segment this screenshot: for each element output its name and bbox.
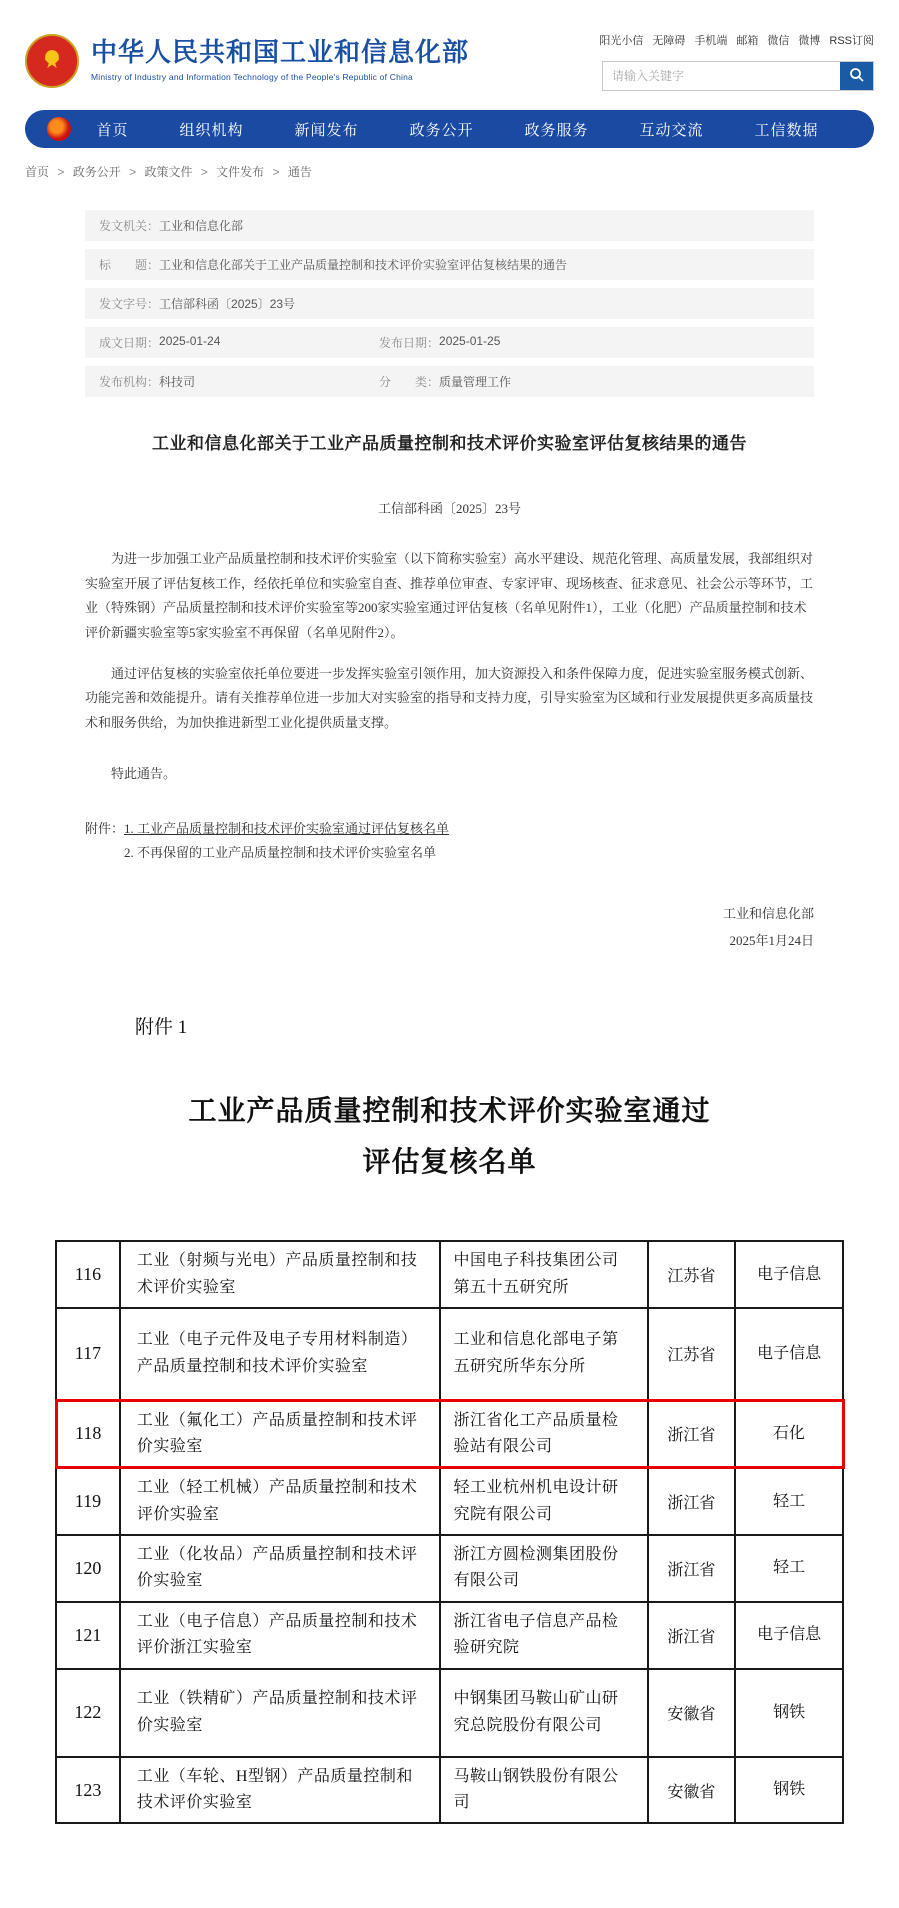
meta-value: 质量管理工作 bbox=[439, 375, 512, 389]
nav-item-gov-disclosure[interactable]: 政务公开 bbox=[409, 121, 474, 139]
meta-row-doc-number bbox=[85, 288, 814, 319]
table-row bbox=[56, 1669, 843, 1757]
doc-body bbox=[85, 547, 814, 954]
attachment-title-line2: 评估复核名单 bbox=[362, 1146, 537, 1178]
table-row bbox=[56, 1308, 843, 1400]
cell-organization: 浙江省化工产品质量检验站有限公司 bbox=[440, 1400, 647, 1468]
cell-lab-name: 工业（射频与光电）产品质量控制和技术评价实验室 bbox=[120, 1241, 441, 1308]
meta-row-title bbox=[85, 249, 814, 280]
cell-lab-name: 工业（轻工机械）产品质量控制和技术评价实验室 bbox=[120, 1468, 441, 1535]
signature-block bbox=[85, 900, 814, 955]
cell-lab-name: 工业（电子信息）产品质量控制和技术评价浙江实验室 bbox=[120, 1602, 441, 1669]
top-link-sunshine[interactable]: 阳光小信 bbox=[599, 35, 644, 47]
cell-organization: 工业和信息化部电子第五研究所华东分所 bbox=[440, 1308, 647, 1400]
cell-number: 122 bbox=[56, 1669, 120, 1757]
attachment-link-1[interactable]: 1. 工业产品质量控制和技术评价实验室通过评估复核名单 bbox=[124, 820, 450, 836]
bottom-spacer bbox=[0, 1824, 899, 1908]
breadcrumb-separator: > bbox=[272, 165, 280, 179]
cell-lab-name: 工业（化妆品）产品质量控制和技术评价实验室 bbox=[120, 1535, 441, 1602]
cell-province: 浙江省 bbox=[648, 1400, 736, 1468]
cell-province: 浙江省 bbox=[648, 1535, 736, 1602]
cell-number: 119 bbox=[56, 1468, 120, 1535]
meta-value: 2025-01-25 bbox=[439, 334, 501, 348]
meta-row-dates bbox=[85, 327, 814, 358]
meta-row-issuing-agency bbox=[85, 210, 814, 241]
table-row-highlighted bbox=[56, 1400, 843, 1468]
meta-label: 发布机构： bbox=[99, 375, 160, 389]
breadcrumb bbox=[25, 163, 874, 180]
cell-organization: 马鞍山钢铁股份有限公司 bbox=[440, 1757, 647, 1824]
search-icon bbox=[849, 67, 865, 86]
cell-number: 120 bbox=[56, 1535, 120, 1602]
meta-label: 发文字号： bbox=[99, 297, 160, 311]
cell-industry: 钢铁 bbox=[735, 1669, 843, 1757]
doc-number: 工信部科函〔2025〕23号 bbox=[377, 501, 521, 516]
cell-industry: 电子信息 bbox=[735, 1602, 843, 1669]
meta-value: 工信部科函〔2025〕23号 bbox=[159, 297, 296, 311]
cell-lab-name: 工业（车轮、H型钢）产品质量控制和技术评价实验室 bbox=[120, 1757, 441, 1824]
breadcrumb-separator: > bbox=[129, 165, 137, 179]
breadcrumb-home[interactable]: 首页 bbox=[25, 165, 50, 179]
meta-label: 发布日期： bbox=[379, 336, 440, 350]
cell-industry: 电子信息 bbox=[735, 1308, 843, 1400]
cell-industry: 轻工 bbox=[735, 1468, 843, 1535]
table-row bbox=[56, 1602, 843, 1669]
attachments-label: 附件： bbox=[85, 820, 125, 836]
cell-number: 117 bbox=[56, 1308, 120, 1400]
cell-province: 江苏省 bbox=[648, 1241, 736, 1308]
nav-item-gov-services[interactable]: 政务服务 bbox=[524, 121, 589, 139]
search-bar bbox=[602, 61, 874, 91]
document-meta bbox=[85, 210, 814, 397]
page-title: 工业和信息化部关于工业产品质量控制和技术评价实验室评估复核结果的通告 bbox=[152, 434, 747, 453]
nav-brand-icon bbox=[47, 117, 71, 141]
meta-row-agency-category bbox=[85, 366, 814, 397]
attachment-section bbox=[0, 1012, 899, 1824]
breadcrumb-gov-disclosure[interactable]: 政务公开 bbox=[72, 165, 121, 179]
cell-province: 安徽省 bbox=[648, 1669, 736, 1757]
cell-industry: 电子信息 bbox=[735, 1241, 843, 1308]
breadcrumb-separator: > bbox=[200, 165, 208, 179]
nav-item-interaction[interactable]: 互动交流 bbox=[639, 121, 704, 139]
nav-item-organization[interactable]: 组织机构 bbox=[179, 121, 244, 139]
cell-province: 浙江省 bbox=[648, 1468, 736, 1535]
attachment-title bbox=[80, 1087, 819, 1188]
cell-number: 118 bbox=[56, 1400, 120, 1468]
top-link-mobile[interactable]: 手机端 bbox=[694, 35, 728, 47]
cell-province: 江苏省 bbox=[648, 1308, 736, 1400]
meta-label: 成文日期： bbox=[99, 336, 160, 350]
cell-lab-name: 工业（铁精矿）产品质量控制和技术评价实验室 bbox=[120, 1669, 441, 1757]
cell-organization: 中钢集团马鞍山矿山研究总院股份有限公司 bbox=[440, 1669, 647, 1757]
cell-industry: 石化 bbox=[735, 1400, 843, 1468]
paragraph: 通过评估复核的实验室依托单位要进一步发挥实验室引领作用，加大资源投入和条件保障力度，促进实验室服务模式创新、功能完善和效能提升。请有关推荐单位进一步加大对实验室的指导和支持力度，引导实验室为区域和行业发展提供更多高质量技术和服务供给，为加快推进新型工业化提供质量支撑。 bbox=[85, 665, 814, 731]
attachment-title-line1: 工业产品质量控制和技术评价实验室通过 bbox=[188, 1096, 711, 1128]
meta-value: 科技司 bbox=[159, 375, 196, 389]
breadcrumb-notice[interactable]: 通告 bbox=[287, 165, 312, 179]
main-nav bbox=[25, 110, 874, 148]
top-link-mailbox[interactable]: 邮箱 bbox=[736, 35, 759, 47]
cell-organization: 浙江省电子信息产品检验研究院 bbox=[440, 1602, 647, 1669]
cell-number: 116 bbox=[56, 1241, 120, 1308]
site-header bbox=[0, 0, 899, 102]
national-emblem-icon: ★ bbox=[25, 34, 79, 88]
meta-label: 发文机关： bbox=[99, 219, 160, 233]
top-link-accessibility[interactable]: 无障碍 bbox=[652, 35, 686, 47]
top-link-weibo[interactable]: 微博 bbox=[798, 35, 821, 47]
lab-table bbox=[55, 1240, 845, 1824]
attachment-label: 附件 1 bbox=[135, 1017, 188, 1039]
top-links bbox=[599, 32, 874, 48]
cell-lab-name: 工业（氟化工）产品质量控制和技术评价实验室 bbox=[120, 1400, 441, 1468]
meta-label: 分 类： bbox=[379, 375, 440, 389]
attachment-link-2[interactable]: 2. 不再保留的工业产品质量控制和技术评价实验室名单 bbox=[124, 845, 437, 861]
table-row bbox=[56, 1535, 843, 1602]
cell-number: 121 bbox=[56, 1602, 120, 1669]
cell-organization: 浙江方圆检测集团股份有限公司 bbox=[440, 1535, 647, 1602]
table-row bbox=[56, 1757, 843, 1824]
meta-label: 标 题： bbox=[99, 258, 160, 272]
table-row bbox=[56, 1468, 843, 1535]
search-input[interactable] bbox=[603, 62, 840, 90]
closing-line: 特此通告。 bbox=[111, 765, 177, 781]
nav-item-news[interactable]: 新闻发布 bbox=[294, 121, 359, 139]
signer: 工业和信息化部 bbox=[722, 905, 814, 921]
breadcrumb-separator: > bbox=[57, 165, 65, 179]
top-link-wechat[interactable]: 微信 bbox=[767, 35, 790, 47]
attachments-list bbox=[85, 817, 814, 866]
breadcrumb-policy-files[interactable]: 政策文件 bbox=[144, 165, 193, 179]
sign-date: 2025年1月24日 bbox=[729, 933, 814, 949]
cell-organization: 中国电子科技集团公司第五十五研究所 bbox=[440, 1241, 647, 1308]
site-title: 中华人民共和国工业和信息化部 bbox=[91, 37, 470, 67]
nav-item-home[interactable]: 首页 bbox=[96, 121, 129, 139]
cell-number: 123 bbox=[56, 1757, 120, 1824]
search-button[interactable] bbox=[840, 62, 873, 90]
cell-province: 安徽省 bbox=[648, 1757, 736, 1824]
cell-industry: 轻工 bbox=[735, 1535, 843, 1602]
cell-industry: 钢铁 bbox=[735, 1757, 843, 1824]
cell-lab-name: 工业（电子元件及电子专用材料制造）产品质量控制和技术评价实验室 bbox=[120, 1308, 441, 1400]
cell-province: 浙江省 bbox=[648, 1602, 736, 1669]
nav-item-miit-data[interactable]: 工信数据 bbox=[754, 121, 819, 139]
meta-value: 工业和信息化部 bbox=[159, 219, 244, 233]
cell-organization: 轻工业杭州机电设计研究院有限公司 bbox=[440, 1468, 647, 1535]
breadcrumb-file-release[interactable]: 文件发布 bbox=[216, 165, 265, 179]
site-subtitle: Ministry of Industry and Information Technology of the People's Republic of China bbox=[91, 71, 413, 82]
top-link-rss[interactable]: RSS订阅 bbox=[829, 35, 874, 47]
meta-value: 2025-01-24 bbox=[159, 334, 221, 348]
table-row bbox=[56, 1241, 843, 1308]
paragraph: 为进一步加强工业产品质量控制和技术评价实验室（以下简称实验室）高水平建设、规范化管理、高质量发展，我部组织对实验室开展了评估复核工作，经依托单位和实验室自查、推荐单位审查、专家评审、现场核查、征求意见、社会公示等环节，工业（特殊钢）产品质量控制和技术评价实验室等200家实验室通过评估复核（名单见附件1），工业（化肥）产品质量控制和技术评价新疆实验室等5家实验室不再保留（名单见附件2）。 bbox=[85, 551, 814, 641]
meta-value: 工业和信息化部关于工业产品质量控制和技术评价实验室评估复核结果的通告 bbox=[159, 258, 568, 272]
